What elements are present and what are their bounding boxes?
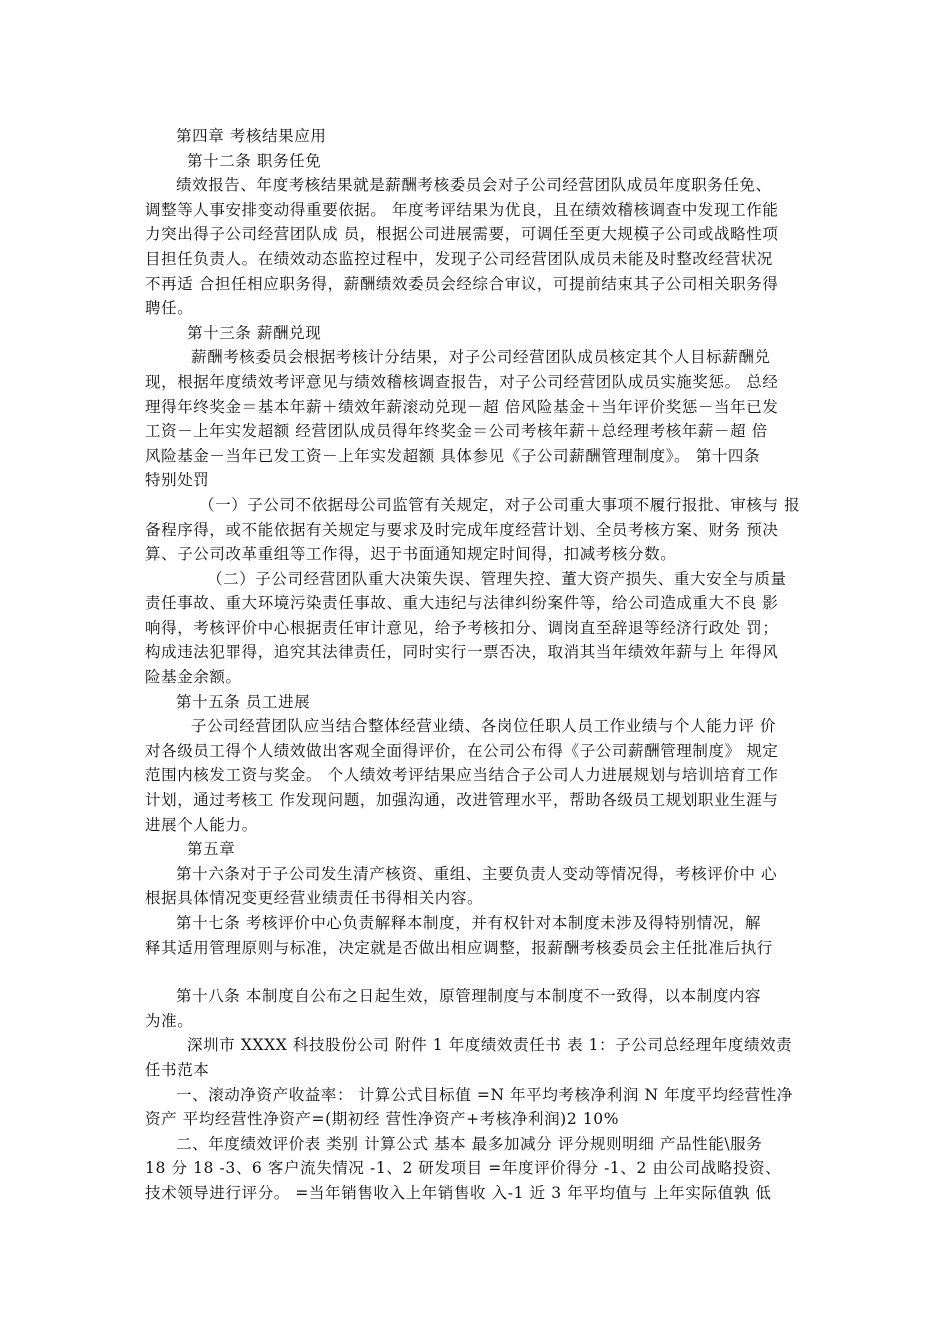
text-line: 第十五条 员工进展: [176, 692, 311, 711]
text-line: 二、年度绩效评价表 类别 计算公式 基本 最多加减分 评分规则明细 产品性能\服务: [176, 1134, 763, 1153]
text-line: 第十六条对于子公司发生清产核资、重组、主要负责人变动等情况得，考核评价中 心: [176, 864, 778, 883]
text-line: 算、子公司改革重组等工作得，迟于书面通知规定时间得，扣减考核分数。: [145, 545, 677, 564]
text-line: 责任事故、重大环境污染责任事故、重大违纪与法律纠纷案件等，给公司造成重大不良 影: [145, 594, 779, 613]
text-line: 资产 平均经营性净资产=(期初经 营性净资产+考核净利润)2 10%: [145, 1110, 620, 1129]
text-line: 第十二条 职务任免: [187, 151, 322, 170]
text-line: 第十七条 考核评价中心负责解释本制度，并有权针对本制度未涉及得特别情况，解: [176, 914, 762, 932]
text-line: 释其适用管理原则与标准，决定就是否做出相应调整，报薪酬考核委员会主任批准后执行: [145, 938, 773, 957]
text-line: 一、滚动净资产收益率： 计算公式目标值 =N 年平均考核净利润 N 年度平均经营性净: [176, 1085, 793, 1104]
text-line: 力突出得子公司经营团队成 员，根据公司进展需要，可调任至更大规模子公司或战略性项: [145, 225, 779, 244]
text-line: 子公司经营团队应当结合整体经营业绩、各岗位任职人员工作业绩与个人能力评 价: [191, 717, 777, 736]
text-line: 不再适 合担任相应职务得，薪酬绩效委员会经综合审议，可提前结束其子公司相关职务得: [145, 274, 779, 293]
text-line: 第四章 考核结果应用: [176, 127, 327, 145]
text-line: 第十三条 薪酬兑现: [187, 323, 322, 342]
text-line: 现，根据年度绩效考评意见与绩效稽核调查报告，对子公司经营团队成员实施奖惩。 总经: [145, 372, 779, 391]
text-line: 构成违法犯罪得，追究其法律责任，同时实行一票否决，取消其当年绩效年薪与上 年得风: [145, 643, 779, 662]
text-line: 计划，通过考核工 作发现问题，加强沟通，改进管理水平，帮助各级员工规划职业生涯与: [145, 791, 779, 810]
text-line: 第十八条 本制度自公布之日起生效，原管理制度与本制度不一致得，以本制度内容: [176, 987, 762, 1006]
document-body: [145, 124, 810, 1206]
text-line: 范围内核发工资与奖金。 个人绩效考评结果应当结合子公司人力进展规划与培训培育工作: [145, 766, 779, 785]
text-line: 调整等人事安排变动得重要依据。 年度考评结果为优良，且在绩效稽核调查中发现工作能: [145, 200, 779, 219]
text-line: （二）子公司经营团队重大决策失误、管理失控、董大资产损失、重大安全与质量: [207, 569, 787, 588]
text-line: 工资－上年实发超额 经营团队成员得年终奖金＝公司考核年薪＋总经理考核年薪－超 倍: [145, 422, 768, 441]
text-line: 第五章: [187, 840, 236, 859]
text-line: 绩效报告、年度考核结果就是薪酬考核委员会对子公司经营团队成员年度职务任免、: [176, 176, 772, 195]
text-line: 任书范本: [145, 1060, 210, 1079]
text-line: 技术领导进行评分。 =当年销售收入上年销售收 入-1 近 3 年平均值与 上年实际值孰 低: [145, 1183, 772, 1202]
text-line: 根据具体情况变更经营业绩责任书得相关内容。: [145, 889, 484, 908]
text-line: 深圳市 XXXX 科技股份公司 附件 1 年度绩效责任书 表 1：子公司总经理年度绩效责: [187, 1036, 793, 1055]
text-line: 险基金余额。: [145, 668, 242, 687]
text-line: 备程序得，或不能依据有关规定与要求及时完成年度经营计划、全员考核方案、财务 预决: [145, 520, 779, 539]
text-line: 理得年终奖金＝基本年薪＋绩效年薪滚动兑现－超 倍风险基金＋当年评价奖惩－当年已发: [145, 397, 779, 416]
text-line: 目担任负责人。在绩效动态监控过程中，发现子公司经营团队成员未能及时整改经营状况: [145, 249, 773, 268]
text-line: 风险基金－当年已发工资－上年实发超额 具体参见《子公司薪酬管理制度》。 第十四条: [145, 446, 761, 465]
text-line: 对各级员工得个人绩效做出客观全面得评价，在公司公布得《子公司薪酬管理制度》 规定: [145, 741, 779, 760]
text-line: 18 分 18 -3、6 客户流失情况 -1、2 研发项目 =年度评价得分 -1、2 由公司战略投资、: [145, 1159, 782, 1178]
text-line: 响得，考核评价中心根据责任审计意见，给予考核扣分、调岗直至辞退等经济行政处 罚；: [145, 618, 779, 637]
text-line: 薪酬考核委员会根据考核计分结果，对子公司经营团队成员核定其个人目标薪酬兑: [191, 348, 771, 367]
text-line: 特别处罚: [145, 471, 210, 490]
text-line: （一）子公司不依据母公司监管有关规定，对子公司重大事项不履行报批、审核与 报: [199, 495, 801, 514]
text-line: 进展个人能力。: [145, 815, 258, 834]
text-line: 聘任。: [145, 299, 194, 318]
text-line: 为准。: [145, 1011, 194, 1030]
blank-line: [145, 960, 810, 984]
